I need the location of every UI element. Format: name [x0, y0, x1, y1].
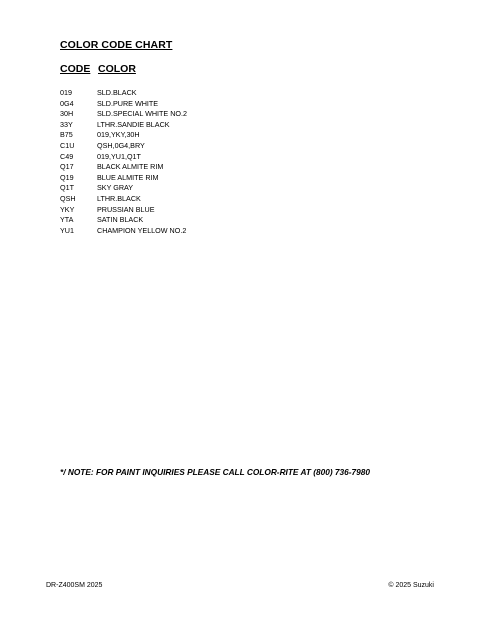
column-header-color: COLOR — [98, 63, 136, 75]
color-code: 30H — [60, 109, 74, 119]
color-code: C49 — [60, 151, 74, 161]
color-code: YKY — [60, 204, 75, 214]
color-name: SLD.BLACK — [97, 88, 137, 97]
color-code: Q1T — [60, 183, 74, 193]
list-item — [60, 162, 320, 173]
color-name: 019,YU1,Q1T — [97, 151, 141, 161]
color-code: Q17 — [60, 162, 74, 172]
list-item — [60, 226, 320, 237]
color-code: QSH — [60, 193, 76, 203]
color-name: SLD.SPECIAL WHITE NO.2 — [97, 109, 187, 119]
color-name: SKY GRAY — [97, 183, 134, 193]
list-item — [60, 130, 320, 141]
footer-model: DR-Z400SM 2025 — [46, 582, 103, 589]
color-name: PRUSSIAN BLUE — [97, 204, 155, 214]
color-code: 019 — [60, 88, 72, 97]
list-item — [60, 109, 320, 120]
color-code-list — [60, 88, 320, 236]
footer-copyright: © 2025 Suzuki — [388, 582, 434, 589]
list-item — [60, 99, 320, 110]
list-item — [60, 194, 320, 205]
column-header-code: CODE — [60, 63, 91, 75]
color-name: LTHR.SANDIE BLACK — [97, 119, 170, 129]
list-item — [60, 205, 320, 216]
page-title: COLOR CODE CHART — [60, 39, 173, 51]
color-name: SLD.PURE WHITE — [97, 98, 159, 108]
color-code: 0G4 — [60, 98, 74, 108]
list-item — [60, 183, 320, 194]
list-item — [60, 141, 320, 152]
color-code: C1U — [60, 140, 75, 150]
color-name: 019,YKY,30H — [97, 130, 140, 140]
color-code: YTA — [60, 215, 74, 225]
color-name: BLUE ALMITE RIM — [97, 172, 159, 182]
paint-inquiry-note: */ NOTE: FOR PAINT INQUIRIES PLEASE CALL COLOR-RITE AT (800) 736-7980 — [60, 467, 370, 477]
list-item — [60, 120, 320, 131]
color-name: QSH,0G4,BRY — [97, 140, 145, 150]
color-code: B75 — [60, 130, 73, 140]
list-item — [60, 173, 320, 184]
list-item — [60, 152, 320, 163]
color-code: Q19 — [60, 172, 74, 182]
list-item — [60, 215, 320, 226]
color-name: CHAMPION YELLOW NO.2 — [97, 225, 187, 235]
color-code: 33Y — [60, 119, 73, 129]
list-item — [60, 88, 320, 99]
color-name: SATIN BLACK — [97, 215, 144, 225]
color-name: LTHR.BLACK — [97, 193, 141, 203]
color-name: BLACK ALMITE RIM — [97, 162, 164, 172]
color-code: YU1 — [60, 225, 74, 235]
